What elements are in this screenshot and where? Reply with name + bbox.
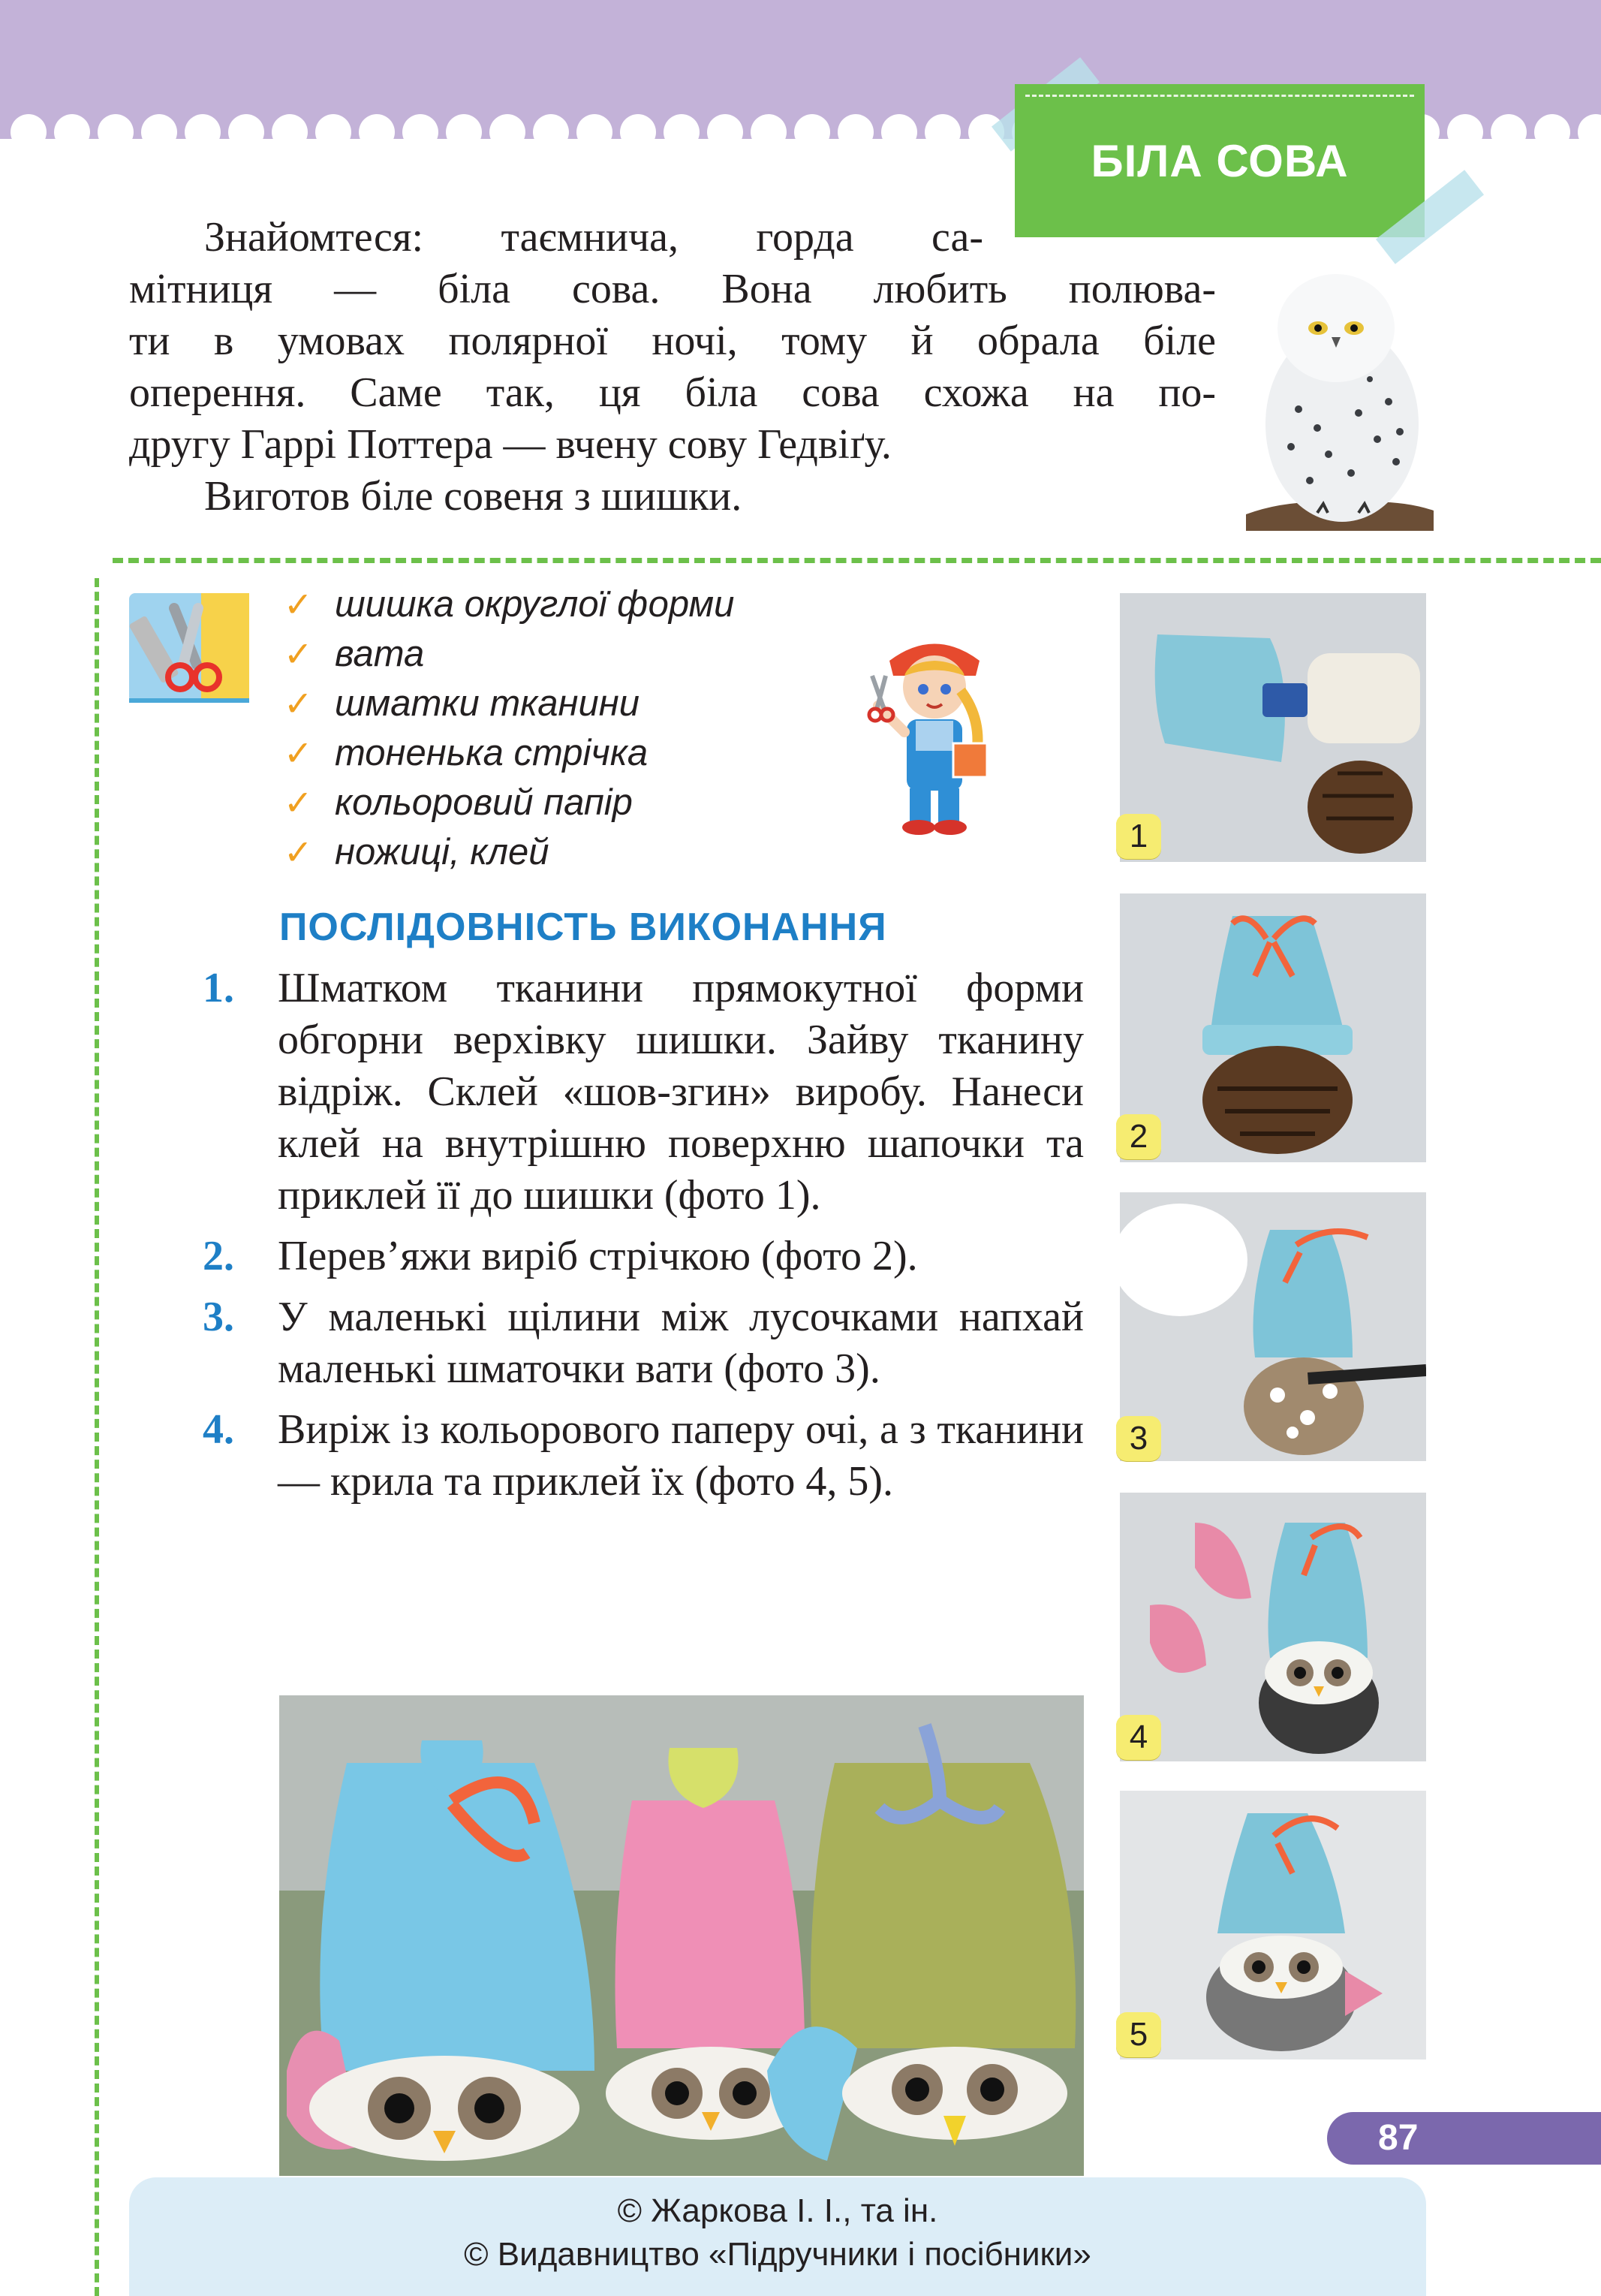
copyright-line: © Жаркова І. І., та ін. [617,2192,938,2229]
section-heading: ПОСЛІДОВНІСТЬ ВИКОНАННЯ [279,905,887,949]
header-dot [402,114,438,150]
step-number: 4. [203,1406,234,1453]
header-dot [141,114,177,150]
header-dot [359,114,395,150]
header-dot [664,114,700,150]
material-item [284,580,734,629]
material-label: вата [335,634,425,674]
material-item [284,827,734,877]
step-number: 2. [203,1233,234,1279]
material-label: кольоровий папір [335,782,633,823]
material-item [284,679,734,728]
header-dot [1578,114,1601,150]
materials-box-border-left [95,578,99,2296]
material-item [284,629,734,679]
checkmark-icon: ✓ [284,634,313,673]
step-photo-4 [1120,1493,1426,1761]
girl-with-scissors-illustration [863,631,1006,837]
header-dot [1491,114,1527,150]
scissors-glue-icon [129,593,249,703]
header-dot [925,114,961,150]
material-item [284,728,734,778]
photo-badge: 2 [1116,1114,1161,1159]
checkmark-icon: ✓ [284,734,313,773]
intro-line: другу Гаррі Поттера — вчену сову Гедвіґу. [129,421,892,468]
step-photo-5 [1120,1791,1426,2059]
copyright-line: © Видавництво «Підручники і посібники» [464,2236,1091,2273]
material-label: шматки тканини [335,683,639,724]
checkmark-icon: ✓ [284,585,313,624]
photo-badge: 5 [1116,2012,1161,2057]
materials-box-border-top [113,558,1601,563]
photo-badge: 3 [1116,1416,1161,1461]
snowy-owl-photo [1246,259,1434,531]
step-photo-1 [1120,593,1426,862]
photo-badge: 4 [1116,1715,1161,1760]
header-dot [185,114,221,150]
intro-line: оперення. Саме так, ця біла сова схожа на по- [129,369,1216,416]
checkmark-icon: ✓ [284,783,313,822]
header-dot [794,114,830,150]
header-dot [576,114,612,150]
material-label: тоненька стрічка [335,733,649,773]
header-dot [11,114,47,150]
material-label: ножиці, клей [335,832,549,872]
step-text: Шматком тканини прямокутної форми обгорни верхівку шишки. Зайву тканину відріж. Склей «шов-згин» виробу. Нанеси клей на внутрішню поверхню шапочки та приклей її до шишки (фото 1). [278,965,1084,1219]
intro-paragraph [129,212,1217,523]
header-dot [707,114,743,150]
steps-list [203,963,1084,1517]
header-dot [838,114,874,150]
step-text: У маленькі щілини між лусочками напхай маленькі шматочки вати (фото 3). [278,1294,1084,1392]
step-text: Виріж із кольорового паперу очі, а з тканини — крила та приклей їх (фото 4, 5). [278,1406,1084,1505]
step-item [203,963,1084,1222]
intro-line: мітниця — біла сова. Вона любить полюва- [129,266,1216,312]
step-photo-3 [1120,1192,1426,1461]
material-label: шишка округлої форми [335,584,735,625]
photo-badge: 1 [1116,814,1161,859]
step-photo-2 [1120,893,1426,1162]
step-text: Перев’яжи виріб стрічкою (фото 2). [278,1233,918,1279]
header-dot [881,114,917,150]
header-dot [489,114,525,150]
step-number: 1. [203,965,234,1011]
checkmark-icon: ✓ [284,684,313,723]
header-dot [228,114,264,150]
header-dot [315,114,351,150]
header-dot [446,114,482,150]
intro-line: Виготов біле совеня з шишки. [204,473,742,520]
material-item [284,778,734,827]
header-dot [98,114,134,150]
header-dot [54,114,90,150]
header-dot [1534,114,1570,150]
materials-list [284,580,734,877]
page-number: 87 [1327,2112,1601,2165]
header-dot [533,114,569,150]
step-item [203,1231,1084,1282]
finished-owls-photo [279,1695,1084,2176]
step-item [203,1404,1084,1508]
intro-line: ти в умовах полярної ночі, тому й обрала біле [129,318,1216,364]
copyright-footer [129,2177,1426,2296]
header-dot [620,114,656,150]
header-dot [751,114,787,150]
step-number: 3. [203,1294,234,1340]
page-title: БІЛА СОВА [1015,84,1425,237]
header-dot [272,114,308,150]
checkmark-icon: ✓ [284,833,313,872]
intro-line: Знайомтеся: таємнича, горда са- [204,214,983,261]
header-dot [1447,114,1483,150]
step-item [203,1291,1084,1395]
